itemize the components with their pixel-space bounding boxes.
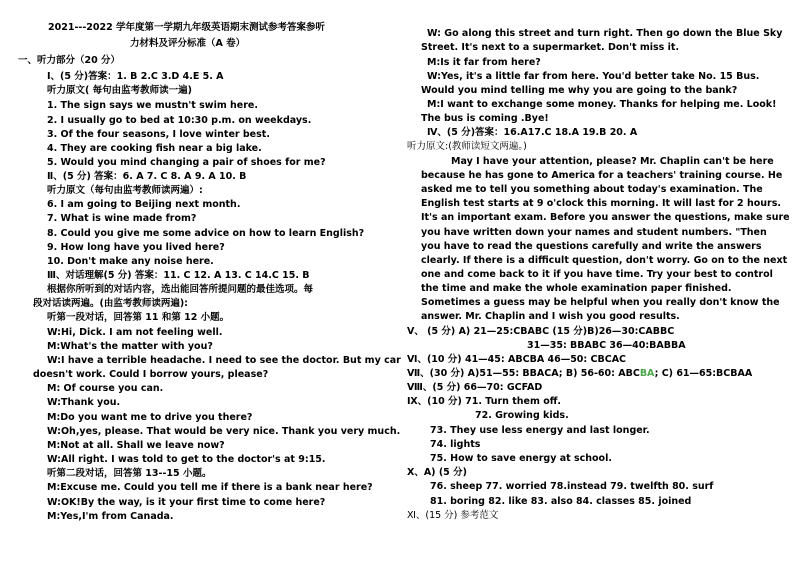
- dialogue-line: M:What's the matter with you?: [47, 341, 213, 352]
- dialogue-line: M:Is it far from here?: [427, 57, 541, 68]
- answer-part7-highlight: BA: [639, 368, 655, 379]
- passage-line: answer. Mr. Chaplin and I wish you good results.: [421, 311, 680, 322]
- answer-part8: Ⅷ、(5 分) 66—70: GCFAD: [407, 382, 543, 393]
- answer-part9-74: 74. lights: [430, 439, 481, 450]
- script-line: 10. Don't make any noise here.: [47, 256, 214, 267]
- passage-line: Sometimes a guess may be helpful when you really don't know the: [421, 297, 780, 308]
- script-line: 9. How long have you lived here?: [47, 242, 225, 253]
- dialogue-line: doesn't work. Could I borrow yours, please?: [33, 369, 269, 380]
- script-line: 8. Could you give me some advice on how to learn English?: [47, 228, 365, 239]
- doc-title-line1: 2021---2022 学年度第一学期九年级英语期末测试参考答案参听: [48, 22, 326, 33]
- script-line: 2. I usually go to bed at 10:30 p.m. on weekdays.: [47, 115, 312, 126]
- dialogue-line: Street. It's next to a supermarket. Don't miss it.: [421, 42, 680, 53]
- answer-part7-a: Ⅶ、(30 分) A)51—55: BBACA; B) 56-60: ABC: [407, 368, 640, 379]
- script-line: 7. What is wine made from?: [47, 213, 197, 224]
- passage-line: you have to read the questions carefully and write the answers: [421, 241, 762, 252]
- listening-script-note: 听力原文( 每句由监考教师读一遍): [47, 85, 192, 96]
- passage-line: the time and make the whole examination paper finished.: [421, 283, 732, 294]
- answer-part9-73: 73. They use less energy and last longer.: [430, 425, 650, 436]
- dialogue-line: M:Not at all. Shall we leave now?: [47, 440, 225, 451]
- dialogue-line: W:Yes, it's a little far from here. You'd better take No. 15 Bus.: [427, 71, 760, 82]
- answer-part2: Ⅱ、(5 分) 答案：6. A 7. C 8. A 9. A 10. B: [47, 171, 247, 182]
- script-line: 3. Of the four seasons, I love winter best.: [47, 129, 270, 140]
- passage-line: asked me to tell you something about today's examination. The: [421, 184, 763, 195]
- answer-part10-row1: 76. sheep 77. worried 78.instead 79. twelfth 80. surf: [430, 481, 714, 492]
- dialogue-line: M:Yes,I'm from Canada.: [47, 511, 174, 522]
- dialogue-line: W:Hi, Dick. I am not feeling well.: [47, 327, 223, 338]
- passage-line: It's an important exam. Before you answer the questions, make sure: [421, 212, 790, 223]
- dialogue-line: Would you mind telling me why you are going to the bank?: [421, 85, 738, 96]
- passage-line: English test starts at 9 o'clock this morning. It will last for 2 hours.: [421, 198, 781, 209]
- section-listening-head: 一、听力部分（20 分）: [18, 55, 121, 66]
- answer-part9-75: 75. How to save energy at school.: [430, 453, 612, 464]
- instruction-line: 根据你所听到的对话内容，选出能回答所提问题的最佳选项。每: [47, 284, 314, 295]
- answer-part10-row2: 81. boring 82. like 83. also 84. classes 85. joined: [430, 496, 692, 507]
- dialogue-line: M: Of course you can.: [47, 383, 164, 394]
- answer-part3: Ⅲ、对话理解(5 分) 答案：11. C 12. A 13. C 14.C 15. B: [47, 270, 310, 281]
- answer-part10-head: Ⅹ、A) (5 分): [407, 467, 467, 478]
- passage-line: you have written down your names and student numbers. "Then: [421, 227, 767, 238]
- answer-part1: Ⅰ、(5 分)答案：1. B 2.C 3.D 4.E 5. A: [47, 71, 224, 82]
- instruction-line: 听第一段对话，回答第 11 和第 12 小题。: [47, 312, 230, 323]
- dialogue-line: M:I want to exchange some money. Thanks for helping me. Look!: [427, 99, 777, 110]
- script-line: 6. I am going to Beijing next month.: [47, 199, 241, 210]
- answer-part6: Ⅵ、(10 分) 41—45: ABCBA 46—50: CBCAC: [407, 354, 627, 365]
- answer-part7-c: ; C) 61—65:BCBAA: [654, 368, 753, 379]
- dialogue-line: The bus is coming .Bye!: [421, 113, 549, 124]
- script-line: 4. They are cooking fish near a big lake.: [47, 143, 262, 154]
- script-line: 5. Would you mind changing a pair of shoes for me?: [47, 157, 326, 168]
- answer-part9-72: 72. Growing kids.: [475, 410, 569, 421]
- passage-line: May I have your attention, please? Mr. Chaplin can't be here: [451, 156, 774, 167]
- dialogue-line: W:OK!By the way, is it your first time to come here?: [47, 497, 326, 508]
- dialogue-line: M:Excuse me. Could you tell me if there is a bank near here?: [47, 482, 373, 493]
- passage-line: clearly. If there is a difficult question, don't worry. Go on to the next: [421, 255, 788, 266]
- answer-part9-71: Ⅸ、(10 分) 71. Turn them off.: [407, 396, 562, 407]
- instruction-line: 段对话读两遍。(由监考教师读两遍):: [33, 298, 188, 309]
- dialogue-line: W:I have a terrible headache. I need to see the doctor. But my car: [47, 355, 401, 366]
- passage-line: one and come back to it if you have time. Try your best to control: [421, 269, 773, 280]
- dialogue-line: W:Thank you.: [47, 397, 121, 408]
- answer-part7: [407, 368, 752, 380]
- answer-part4: Ⅳ、(5 分)答案：16.A17.C 18.A 19.B 20. A: [427, 127, 638, 138]
- instruction-line: 听第二段对话，回答第 13--15 小题。: [47, 468, 212, 479]
- doc-title-line2: 力材料及评分标准（A 卷）: [130, 38, 246, 49]
- listening-script-note: 听力原文（每句由监考教师读两遍）:: [47, 185, 203, 196]
- dialogue-line: W: Go along this street and turn right. Then go down the Blue Sky: [427, 28, 783, 39]
- passage-line: because he has gone to America for a teachers' training course. He: [421, 170, 783, 181]
- answer-part11: Ⅺ、(15 分) 参考范文: [407, 510, 499, 521]
- dialogue-line: W:All right. I was told to get to the doctor's at 9:15.: [47, 454, 326, 465]
- listening-script-note: 听力原文:(教师读短文两遍。): [407, 141, 527, 152]
- answer-part5a: Ⅴ、 (5 分) A) 21—25:CBABC (15 分)B)26—30:CABBC: [407, 326, 675, 337]
- dialogue-line: M:Do you want me to drive you there?: [47, 412, 253, 423]
- dialogue-line: W:Oh,yes, please. That would be very nice. Thank you very much.: [47, 426, 401, 437]
- answer-part5b: 31—35: BBABC 36—40:BABBA: [527, 340, 686, 351]
- script-line: 1. The sign says we mustn't swim here.: [47, 100, 258, 111]
